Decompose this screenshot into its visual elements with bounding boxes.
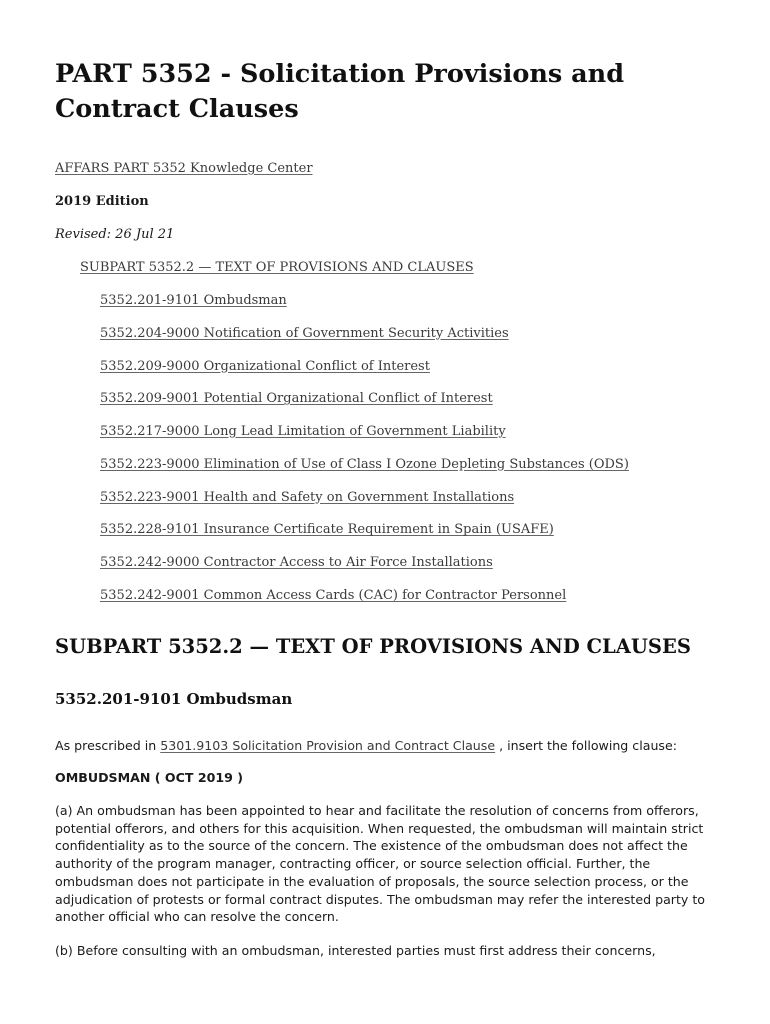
clause-title: OMBUDSMAN ( OCT 2019 ) xyxy=(55,770,244,785)
section-heading: 5352.201-9101 Ombudsman xyxy=(55,690,293,708)
prescribed-prefix: As prescribed in xyxy=(55,738,161,753)
toc-item xyxy=(100,423,629,456)
clause-paragraph-b: (b) Before consulting with an ombudsman, interested parties must first address their concerns, xyxy=(55,943,656,958)
edition-label: 2019 Edition xyxy=(55,194,149,209)
toc-list xyxy=(100,292,629,620)
prescribed-reference-link[interactable]: 5301.9103 Solicitation Provision and Contract Clause xyxy=(160,738,496,753)
knowledge-center-link[interactable]: AFFARS PART 5352 Knowledge Center xyxy=(55,161,313,176)
revised-date: Revised: 26 Jul 21 xyxy=(55,227,175,242)
toc-link-5352-217-9000[interactable]: 5352.217-9000 Long Lead Limitation of Government Liability xyxy=(100,424,506,439)
toc-subpart-link[interactable]: SUBPART 5352.2 — TEXT OF PROVISIONS AND CLAUSES xyxy=(80,260,474,275)
toc-item xyxy=(100,292,629,325)
toc-link-5352-209-9001[interactable]: 5352.209-9001 Potential Organizational Conflict of Interest xyxy=(100,391,493,407)
toc-item xyxy=(100,489,629,522)
toc-link-5352-228-9101[interactable]: 5352.228-9101 Insurance Certificate Requirement in Spain (USAFE) xyxy=(100,522,554,538)
toc-item xyxy=(100,456,629,489)
toc-link-5352-204-9000[interactable]: 5352.204-9000 Notification of Government Security Activities xyxy=(100,325,509,341)
prescribed-sentence xyxy=(55,737,715,755)
toc-link-5352-223-9000[interactable]: 5352.223-9000 Elimination of Use of Class I Ozone Depleting Substances (ODS) xyxy=(100,456,629,472)
clause-paragraph-a: (a) An ombudsman has been appointed to hear and facilitate the resolution of concerns from offerors, potential offerors, and others for this acquisition. When requested, the ombudsman will maintain strict confidentiality as to the source of the concern. The existence of the ombudsman does not affect the authority of the program manager, contracting officer, or source selection official. Further, the ombudsman does not participate in the evaluation of proposals, the source selection process, or the adjudication of protests or formal contract disputes. The ombudsman may refer the interested party to another official who can resolve the concern. xyxy=(55,803,706,925)
prescribed-suffix: , insert the following clause: xyxy=(495,738,677,753)
subpart-heading: SUBPART 5352.2 — TEXT OF PROVISIONS AND CLAUSES xyxy=(55,635,691,658)
toc-link-5352-223-9001[interactable]: 5352.223-9001 Health and Safety on Government Installations xyxy=(100,489,515,505)
toc-link-5352-209-9000[interactable]: 5352.209-9000 Organizational Conflict of Interest xyxy=(100,358,430,374)
toc-item xyxy=(100,521,629,554)
toc-link-5352-242-9001[interactable]: 5352.242-9001 Common Access Cards (CAC) for Contractor Personnel xyxy=(100,587,567,603)
page-title: PART 5352 - Solicitation Provisions and Contract Clauses xyxy=(55,59,625,124)
toc-item xyxy=(100,358,629,391)
toc-link-5352-201-9101[interactable]: 5352.201-9101 Ombudsman xyxy=(100,293,287,308)
toc-item xyxy=(100,390,629,423)
toc-link-5352-242-9000[interactable]: 5352.242-9000 Contractor Access to Air Force Installations xyxy=(100,555,493,570)
toc-item xyxy=(100,587,629,620)
toc-item xyxy=(100,554,629,587)
toc-item xyxy=(100,325,629,358)
